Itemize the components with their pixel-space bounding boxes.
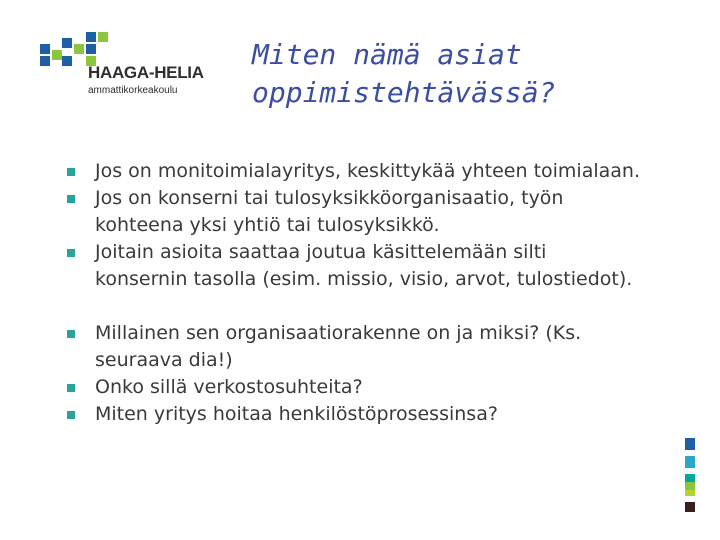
slide-title (252, 36, 692, 112)
bullet-text: Jos on monitoimialayritys, keskittykää yhteen toimialaan. (95, 160, 640, 182)
slide-title-line-1: Miten nämä asiat (252, 38, 522, 71)
bullet-item (66, 239, 706, 293)
bullet-text: Miten yritys hoitaa henkilöstöprosessinsa? (95, 403, 498, 425)
square-bullet-icon (67, 330, 75, 338)
bullet-text-line-1: Joitain asioita saattaa joutua käsittelemään silti (95, 241, 547, 263)
bullet-list-1 (66, 158, 706, 293)
logo-name: HAAGA-HELIA (88, 63, 204, 82)
stripe-segment-blue (685, 438, 695, 450)
bullet-text-line-2: seuraava dia!) (95, 349, 233, 371)
bullet-text: Onko sillä verkostosuhteita? (95, 376, 363, 398)
square-bullet-icon (67, 168, 75, 176)
square-bullet-icon (67, 411, 75, 419)
bullet-text-line-1: Jos on konserni tai tulosyksikköorganisaatio, työn (95, 187, 564, 209)
bullet-item (66, 320, 706, 374)
bullet-list-2 (66, 320, 706, 428)
bullet-item (66, 374, 706, 401)
slide-title-line-2: oppimistehtävässä? (252, 76, 556, 109)
bullet-item (66, 185, 706, 239)
bullet-text-line-1: Millainen sen organisaatiorakenne on ja miksi? (Ks. (95, 322, 582, 344)
bullet-text-line-2: konsernin tasolla (esim. missio, visio, arvot, tulostiedot). (95, 268, 633, 290)
bullet-item (66, 401, 706, 428)
square-bullet-icon (67, 249, 75, 257)
slide-content (66, 158, 706, 428)
stripe-segment-cyan (685, 456, 695, 468)
bullet-item (66, 158, 706, 185)
stripe-segment-teal (685, 474, 695, 482)
logo-subtitle: ammattikorkeakoulu (88, 85, 178, 96)
bullet-text-line-2: kohteena yksi yhtiö tai tulosyksikkö. (95, 214, 440, 236)
stripe-segment-dark (685, 502, 695, 512)
square-bullet-icon (67, 384, 75, 392)
stripe-segment-green (685, 482, 695, 490)
stripe-segment-lime (685, 490, 695, 496)
haaga-helia-logo (38, 30, 218, 100)
square-bullet-icon (67, 195, 75, 203)
